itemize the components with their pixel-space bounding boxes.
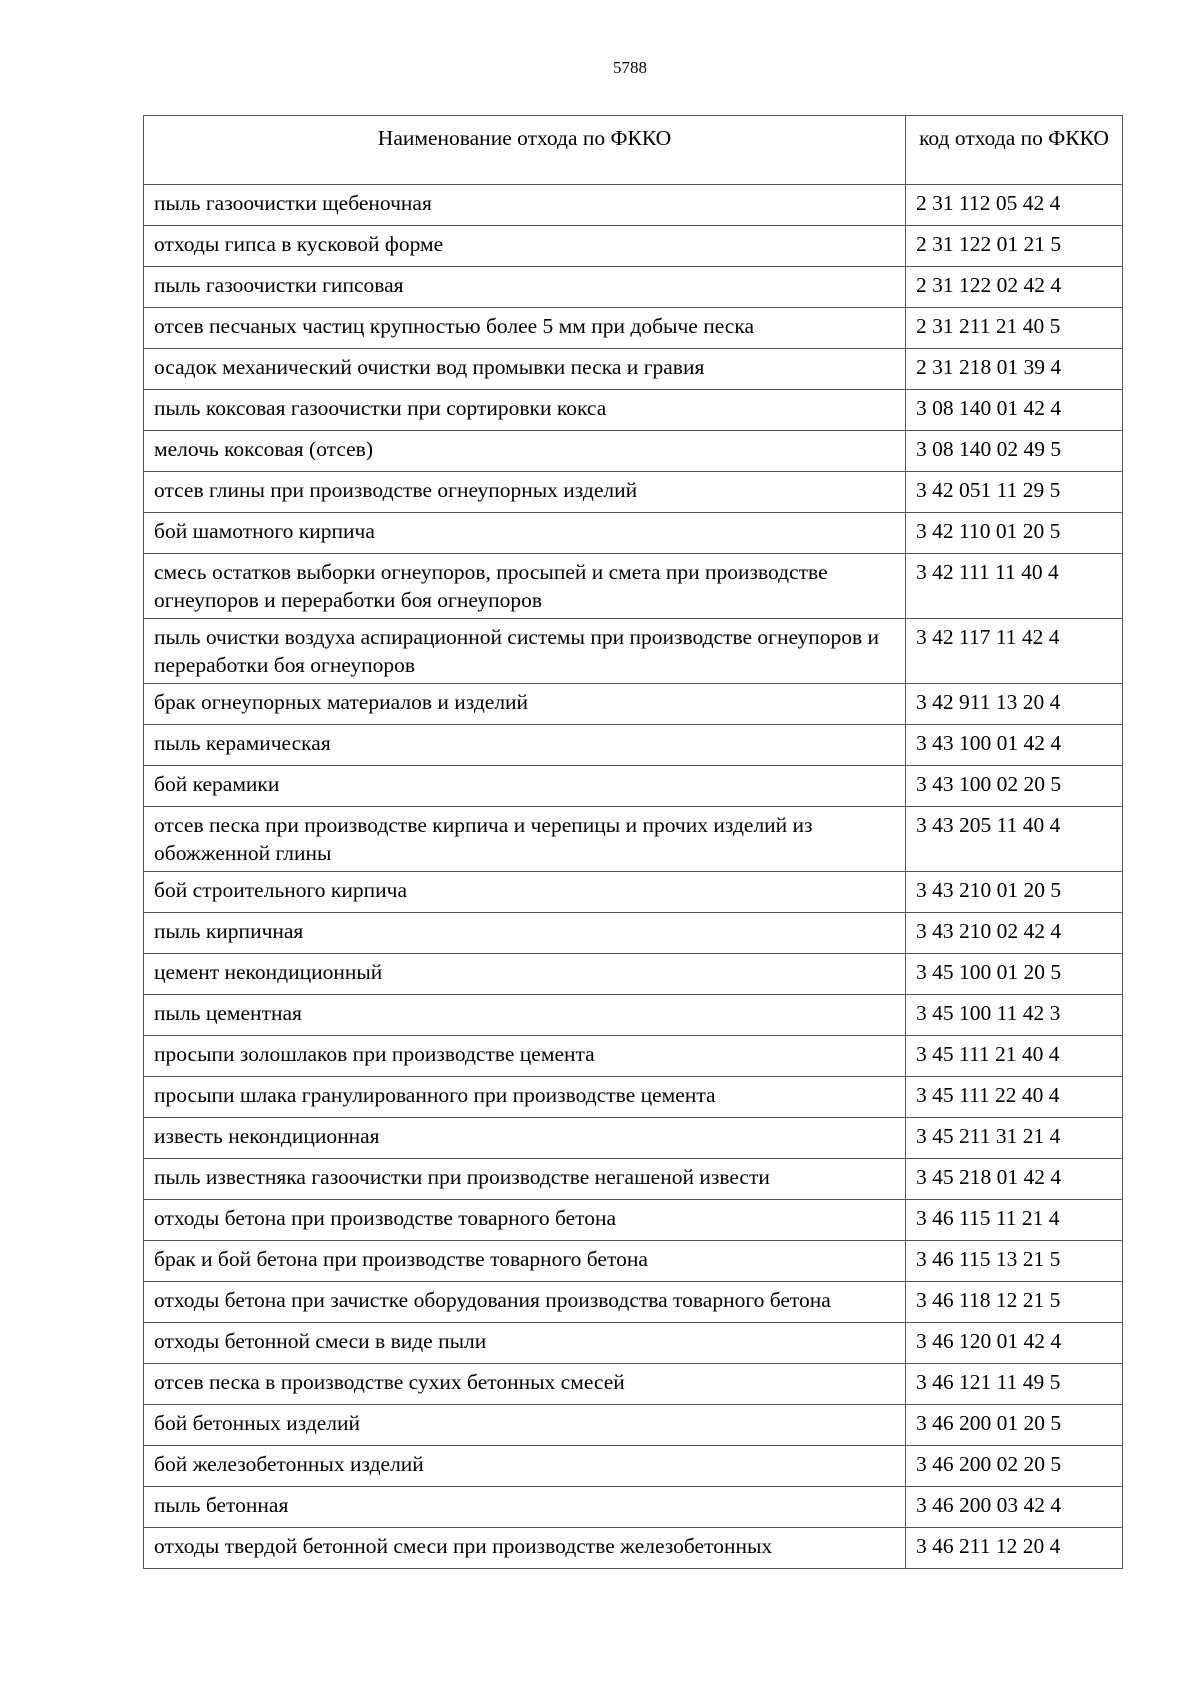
table-row — [144, 554, 1123, 619]
waste-name-cell: бой шамотного кирпича — [144, 513, 906, 554]
waste-name-cell: цемент некондиционный — [144, 954, 906, 995]
table-row — [144, 1446, 1123, 1487]
waste-name-cell: бой бетонных изделий — [144, 1405, 906, 1446]
waste-name-cell: отходы бетона при зачистке оборудования производства товарного бетона — [144, 1282, 906, 1323]
table-row — [144, 1159, 1123, 1200]
waste-name-cell: смесь остатков выборки огнеупоров, просыпей и смета при производстве огнеупоров и переработки боя огнеупоров — [144, 554, 906, 619]
table-row — [144, 1118, 1123, 1159]
table-row — [144, 807, 1123, 872]
waste-name-cell: отходы гипса в кусковой форме — [144, 226, 906, 267]
waste-name-cell: отсев песчаных частиц крупностью более 5 мм при добыче песка — [144, 308, 906, 349]
waste-code-cell: 3 42 110 01 20 5 — [906, 513, 1123, 554]
waste-code-cell: 3 45 111 22 40 4 — [906, 1077, 1123, 1118]
table-row — [144, 766, 1123, 807]
table-row — [144, 267, 1123, 308]
waste-name-cell: бой железобетонных изделий — [144, 1446, 906, 1487]
table-row — [144, 995, 1123, 1036]
waste-code-cell: 3 42 911 13 20 4 — [906, 684, 1123, 725]
waste-code-cell: 3 46 200 01 20 5 — [906, 1405, 1123, 1446]
table-row — [144, 390, 1123, 431]
waste-code-cell: 2 31 218 01 39 4 — [906, 349, 1123, 390]
waste-name-cell: пыль бетонная — [144, 1487, 906, 1528]
waste-code-cell: 3 08 140 01 42 4 — [906, 390, 1123, 431]
waste-name-cell: бой керамики — [144, 766, 906, 807]
waste-code-cell: 3 46 120 01 42 4 — [906, 1323, 1123, 1364]
table-row — [144, 1077, 1123, 1118]
waste-code-cell: 2 31 211 21 40 5 — [906, 308, 1123, 349]
waste-name-cell: бой строительного кирпича — [144, 872, 906, 913]
table-row — [144, 226, 1123, 267]
waste-name-cell: пыль кирпичная — [144, 913, 906, 954]
waste-code-cell: 3 45 211 31 21 4 — [906, 1118, 1123, 1159]
waste-code-cell: 3 43 210 01 20 5 — [906, 872, 1123, 913]
table-row — [144, 1200, 1123, 1241]
table-row — [144, 513, 1123, 554]
table-row — [144, 1282, 1123, 1323]
page-number: 5788 — [613, 58, 647, 77]
waste-code-cell: 3 45 100 01 20 5 — [906, 954, 1123, 995]
waste-name-cell: отходы твердой бетонной смеси при производстве железобетонных — [144, 1528, 906, 1569]
waste-name-cell: просыпи шлака гранулированного при производстве цемента — [144, 1077, 906, 1118]
waste-name-cell: осадок механический очистки вод промывки песка и гравия — [144, 349, 906, 390]
table-row — [144, 431, 1123, 472]
waste-code-cell: 3 45 218 01 42 4 — [906, 1159, 1123, 1200]
waste-name-cell: отсев песка в производстве сухих бетонных смесей — [144, 1364, 906, 1405]
waste-name-cell: брак и бой бетона при производстве товарного бетона — [144, 1241, 906, 1282]
table-row — [144, 725, 1123, 766]
waste-code-cell: 3 42 117 11 42 4 — [906, 619, 1123, 684]
table-body — [144, 185, 1123, 1569]
table-row — [144, 913, 1123, 954]
table-row — [144, 872, 1123, 913]
waste-code-cell: 3 46 118 12 21 5 — [906, 1282, 1123, 1323]
waste-code-cell: 3 45 111 21 40 4 — [906, 1036, 1123, 1077]
waste-name-cell: пыль коксовая газоочистки при сортировки кокса — [144, 390, 906, 431]
waste-code-cell: 3 46 211 12 20 4 — [906, 1528, 1123, 1569]
waste-name-cell: брак огнеупорных материалов и изделий — [144, 684, 906, 725]
table-row — [144, 684, 1123, 725]
waste-name-cell: мелочь коксовая (отсев) — [144, 431, 906, 472]
waste-code-table — [143, 115, 1123, 1569]
waste-name-cell: отходы бетонной смеси в виде пыли — [144, 1323, 906, 1364]
table-row — [144, 619, 1123, 684]
waste-code-cell: 3 08 140 02 49 5 — [906, 431, 1123, 472]
waste-code-cell: 3 46 200 03 42 4 — [906, 1487, 1123, 1528]
waste-code-cell: 3 43 210 02 42 4 — [906, 913, 1123, 954]
table-header-row — [144, 116, 1123, 185]
table-row — [144, 308, 1123, 349]
waste-code-cell: 3 46 115 13 21 5 — [906, 1241, 1123, 1282]
waste-code-cell: 3 43 205 11 40 4 — [906, 807, 1123, 872]
header-waste-code: код отхода по ФККО — [906, 116, 1123, 185]
waste-name-cell: отсев глины при производстве огнеупорных изделий — [144, 472, 906, 513]
table-row — [144, 1364, 1123, 1405]
waste-code-cell: 2 31 122 02 42 4 — [906, 267, 1123, 308]
table-row — [144, 1036, 1123, 1077]
waste-code-cell: 3 43 100 02 20 5 — [906, 766, 1123, 807]
waste-name-cell: пыль очистки воздуха аспирационной системы при производстве огнеупоров и переработки боя огнеупоров — [144, 619, 906, 684]
waste-name-cell: пыль известняка газоочистки при производстве негашеной извести — [144, 1159, 906, 1200]
table-row — [144, 1405, 1123, 1446]
header-waste-name: Наименование отхода по ФККО — [144, 116, 906, 185]
table-row — [144, 1528, 1123, 1569]
waste-code-cell: 3 42 051 11 29 5 — [906, 472, 1123, 513]
waste-name-cell: пыль газоочистки щебеночная — [144, 185, 906, 226]
table-row — [144, 349, 1123, 390]
waste-name-cell: пыль керамическая — [144, 725, 906, 766]
table-row — [144, 472, 1123, 513]
waste-code-cell: 3 42 111 11 40 4 — [906, 554, 1123, 619]
waste-name-cell: просыпи золошлаков при производстве цемента — [144, 1036, 906, 1077]
table-row — [144, 1487, 1123, 1528]
waste-code-cell: 3 45 100 11 42 3 — [906, 995, 1123, 1036]
waste-name-cell: известь некондиционная — [144, 1118, 906, 1159]
table-row — [144, 185, 1123, 226]
waste-code-cell: 2 31 112 05 42 4 — [906, 185, 1123, 226]
waste-code-cell: 3 43 100 01 42 4 — [906, 725, 1123, 766]
table-row — [144, 1323, 1123, 1364]
waste-code-cell: 3 46 200 02 20 5 — [906, 1446, 1123, 1487]
waste-name-cell: пыль цементная — [144, 995, 906, 1036]
waste-code-cell: 3 46 121 11 49 5 — [906, 1364, 1123, 1405]
table-row — [144, 954, 1123, 995]
waste-name-cell: отсев песка при производстве кирпича и черепицы и прочих изделий из обожженной глины — [144, 807, 906, 872]
waste-code-cell: 3 46 115 11 21 4 — [906, 1200, 1123, 1241]
waste-name-cell: пыль газоочистки гипсовая — [144, 267, 906, 308]
waste-code-cell: 2 31 122 01 21 5 — [906, 226, 1123, 267]
table-row — [144, 1241, 1123, 1282]
waste-name-cell: отходы бетона при производстве товарного бетона — [144, 1200, 906, 1241]
